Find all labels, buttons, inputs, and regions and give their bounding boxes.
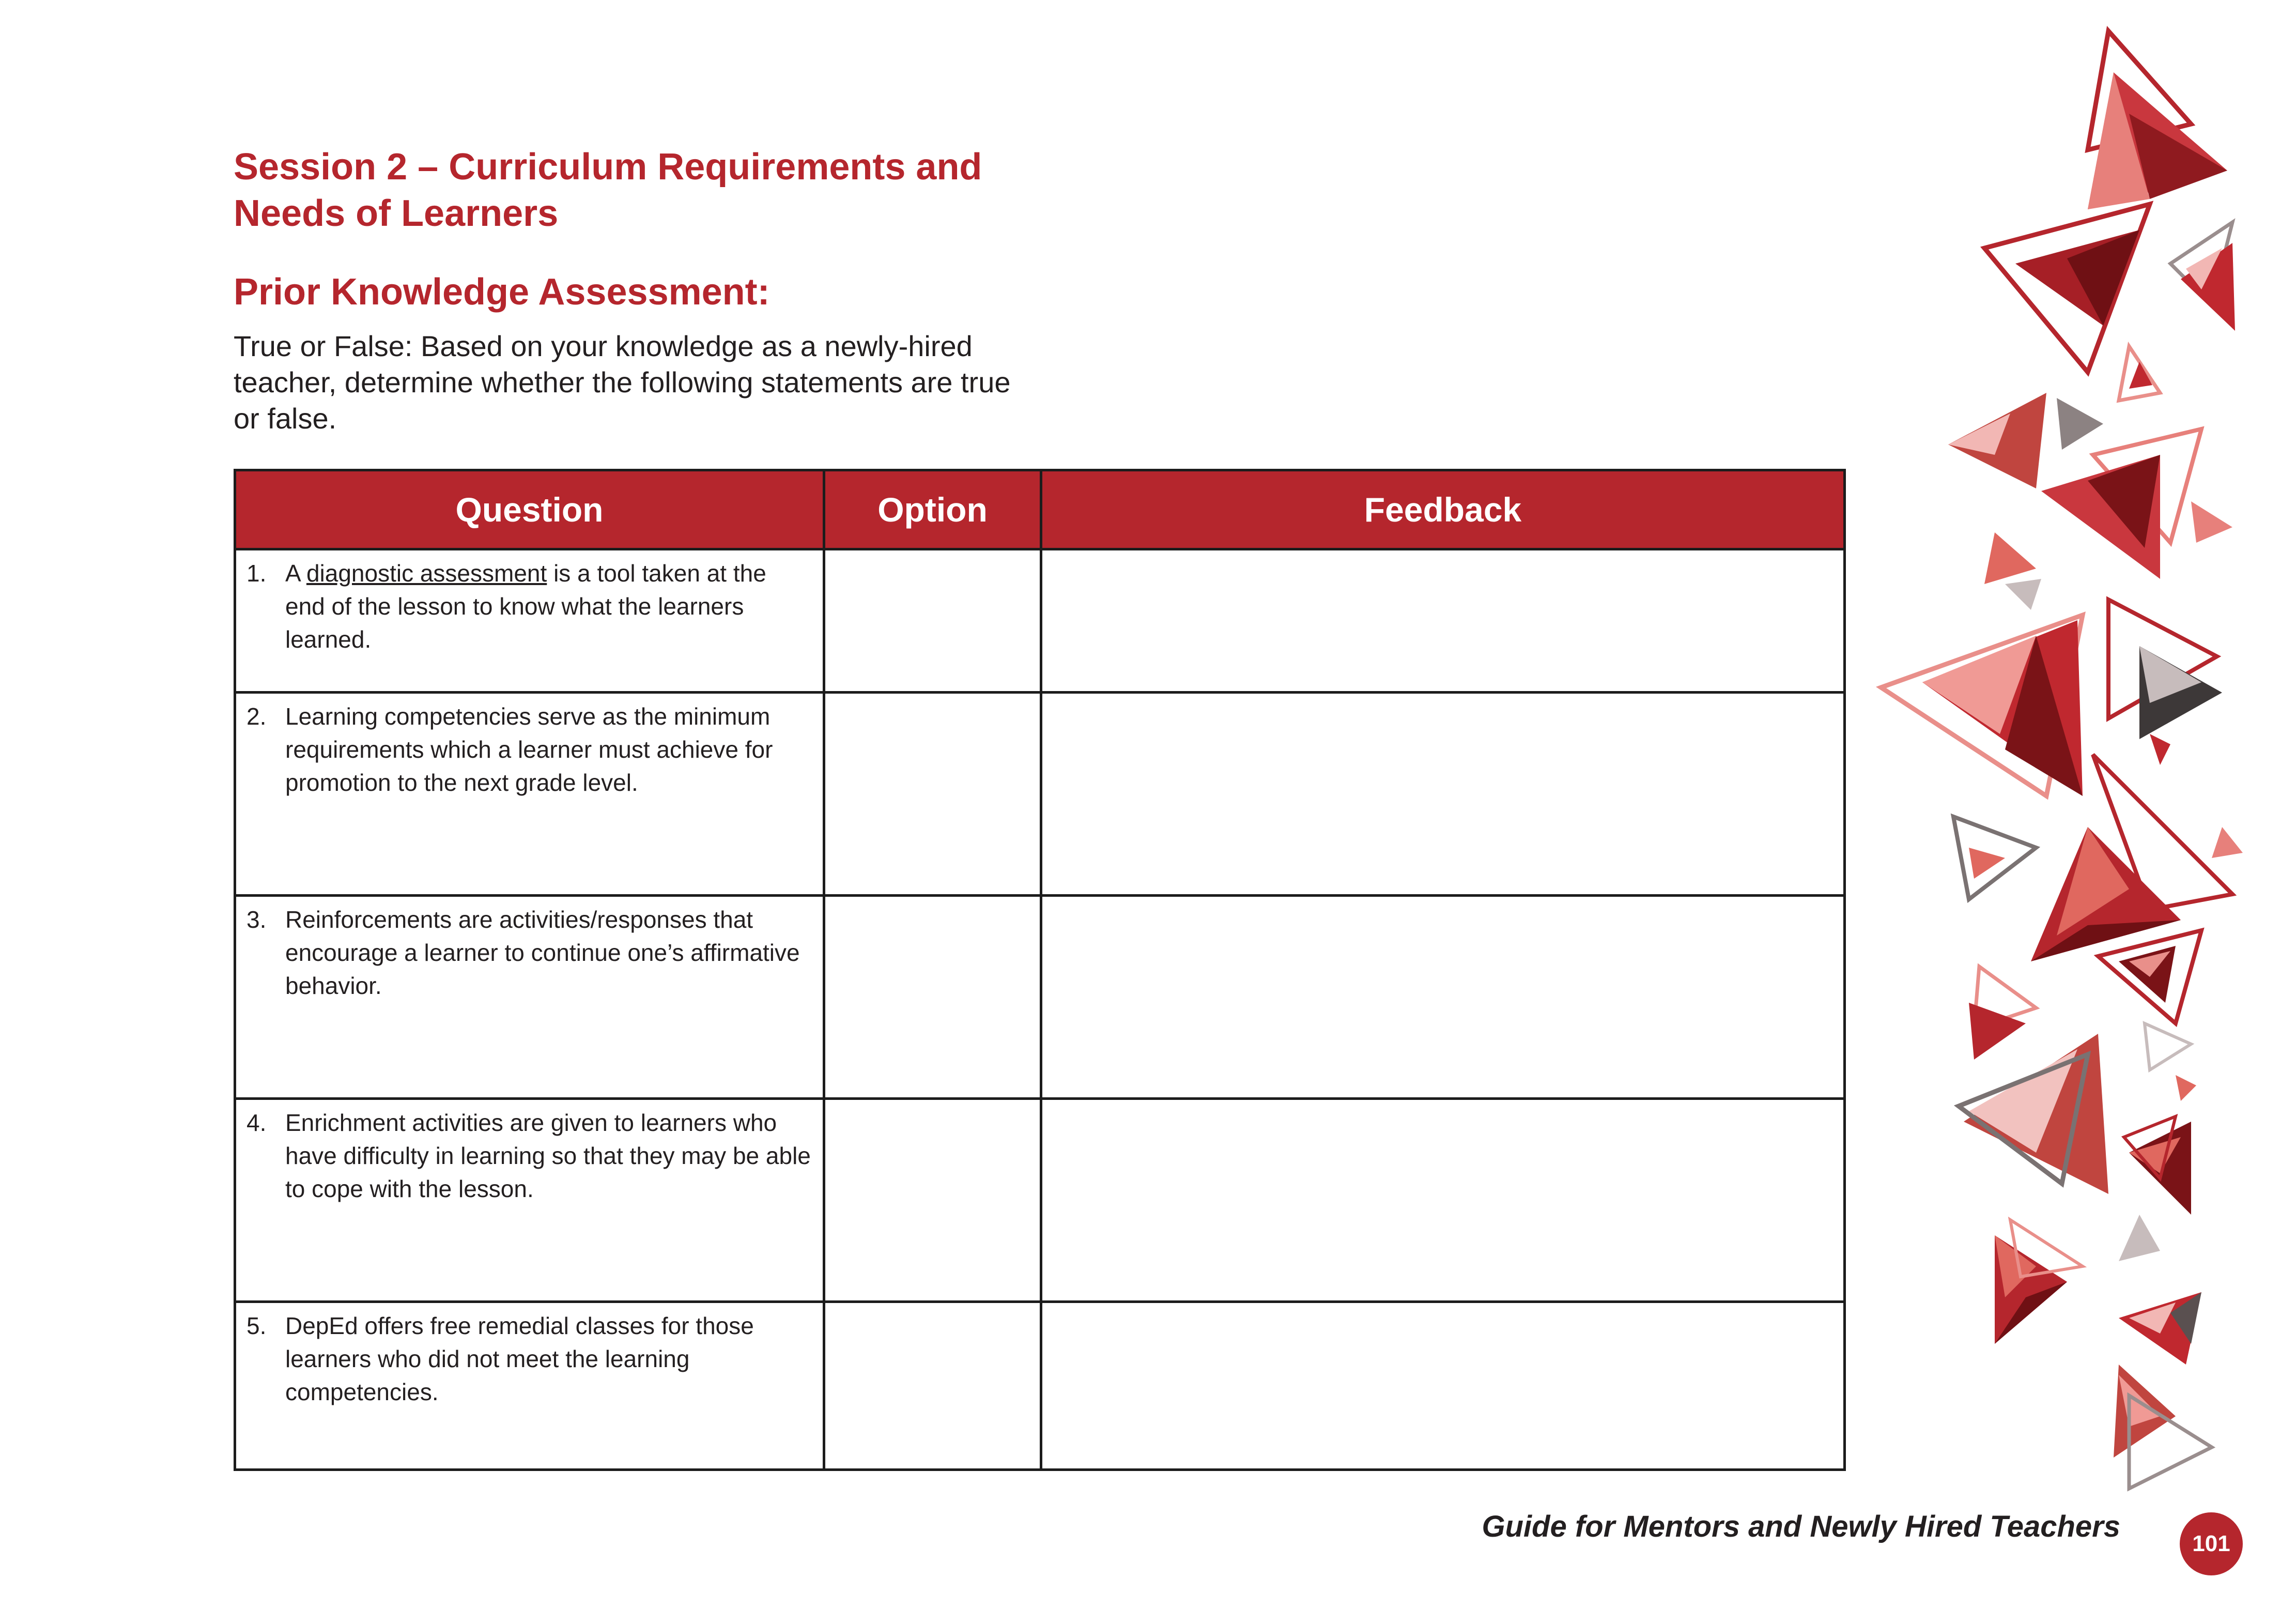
triangle-shape <box>2119 1215 2160 1261</box>
question-number: 4. <box>246 1109 267 1136</box>
feedback-cell[interactable] <box>1041 549 1845 693</box>
option-cell[interactable] <box>824 693 1041 896</box>
triangle-shape <box>1984 532 2036 584</box>
underlined-term: diagnostic assessment <box>306 560 547 587</box>
header-question: Question <box>235 470 824 549</box>
table-row <box>235 1302 1845 1470</box>
question-number: 3. <box>246 906 267 933</box>
question-text: Enrichment activities are given to learners who have difficulty in learning so that they may be able to cope with the lesson. <box>285 1109 811 1202</box>
triangle-shape <box>2057 398 2103 450</box>
feedback-cell[interactable] <box>1041 1302 1845 1470</box>
triangle-shape <box>2150 734 2170 765</box>
instructions-text: True or False: Based on your knowledge as a newly-hired teacher, determine whether the following statements are true or false. <box>234 330 1011 435</box>
question-cell <box>235 896 824 1099</box>
question-cell <box>235 1302 824 1470</box>
question-cell <box>235 549 824 693</box>
option-cell[interactable] <box>824 1302 1041 1470</box>
table-row <box>235 549 1845 693</box>
table-row <box>235 1099 1845 1302</box>
triangle-shape <box>2005 579 2041 610</box>
page-number-badge: 101 <box>2180 1512 2243 1575</box>
triangle-shape <box>2176 1075 2196 1101</box>
question-number: 5. <box>246 1312 267 1339</box>
feedback-cell[interactable] <box>1041 693 1845 896</box>
feedback-cell[interactable] <box>1041 896 1845 1099</box>
header-option: Option <box>824 470 1041 549</box>
option-cell[interactable] <box>824 549 1041 693</box>
question-text: DepEd offers free remedial classes for those learners who did not meet the learning competencies. <box>285 1312 754 1405</box>
question-number: 2. <box>246 703 267 730</box>
table-row <box>235 896 1845 1099</box>
session-title: Session 2 – Curriculum Requirements and Needs of Learners <box>234 146 982 234</box>
triangle-shape <box>2191 501 2232 543</box>
triangle-shape <box>2067 230 2139 326</box>
triangle-shape <box>1969 1003 2026 1060</box>
assessment-table <box>234 469 1846 1471</box>
triangle-outline <box>2145 1023 2191 1070</box>
triangle-shape <box>2212 827 2243 858</box>
question-text-part: is a tool taken at the end of the lesson to know what the learners learned. <box>285 560 766 653</box>
decorative-triangles <box>1840 0 2296 1499</box>
question-cell <box>235 693 824 896</box>
guide-title: Guide for Mentors and Newly Hired Teachers <box>1482 1510 2120 1543</box>
table-header-row <box>235 470 1845 549</box>
question-cell <box>235 1099 824 1302</box>
triangle-shape <box>2181 243 2235 331</box>
question-text: Learning competencies serve as the minimum requirements which a learner must achieve for promotion to the next grade level. <box>285 703 773 796</box>
question-number: 1. <box>246 560 267 587</box>
question-text: Reinforcements are activities/responses that encourage a learner to continue one’s affirmative behavior. <box>285 906 800 999</box>
option-cell[interactable] <box>824 896 1041 1099</box>
table-row <box>235 693 1845 896</box>
question-text-part: A <box>285 560 306 587</box>
section-title: Prior Knowledge Assessment: <box>234 271 770 313</box>
option-cell[interactable] <box>824 1099 1041 1302</box>
feedback-cell[interactable] <box>1041 1099 1845 1302</box>
header-feedback: Feedback <box>1041 470 1845 549</box>
question-text <box>285 557 812 656</box>
